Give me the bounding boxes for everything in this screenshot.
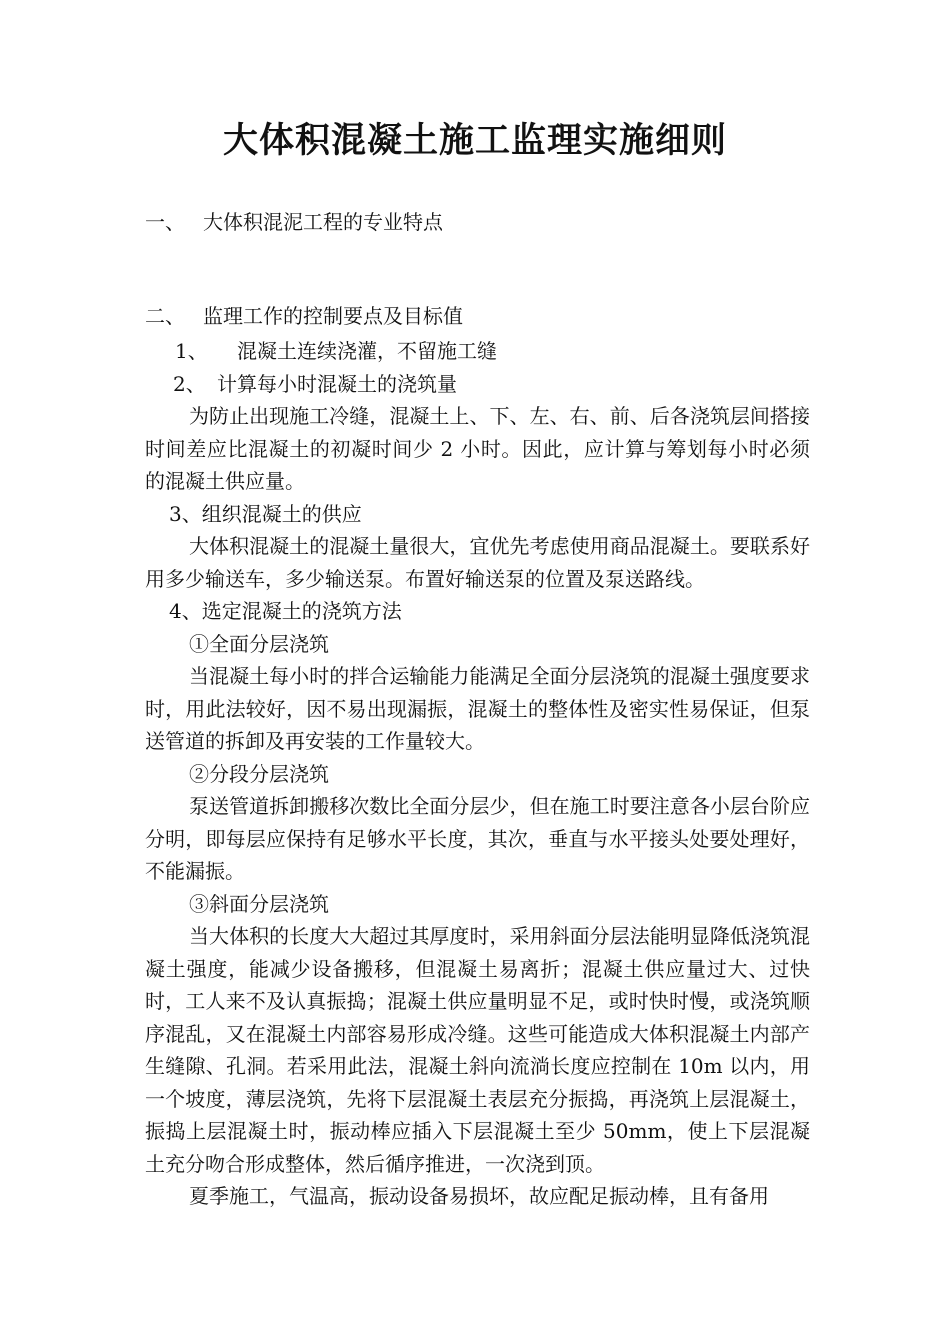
method-2-title: ②分段分层浇筑 xyxy=(189,761,329,786)
item-3: 3、组织混凝土的供应 xyxy=(169,501,362,526)
section-number: 一、 xyxy=(145,210,185,234)
section-2-content xyxy=(145,335,810,1213)
document-title: 大体积混凝土施工监理实施细则 xyxy=(222,121,727,161)
section-title: 大体积混泥工程的专业特点 xyxy=(203,210,443,234)
item-text: 混凝土连续浇灌，不留施工缝 xyxy=(237,339,497,363)
item-4: 4、选定混凝土的浇筑方法 xyxy=(169,599,402,623)
paragraph: 当大体积的长度大大超过其厚度时，采用斜面分层法能明显降低浇筑混凝土强度，能减少设备搬移，但混凝土易离折；混凝土供应量过大、过快时，工人来不及认真振捣；混凝土供应量明显不足，或时快时慢，或浇筑顺序混乱，又在混凝土内部容易形成冷缝。这些可能造成大体积混凝土内部产生缝隙、孔洞。若采用此法，混凝土斜向流淌长度应控制在 10m 以内，用一个坡度，薄层浇筑，先将下层混凝土表层充分振捣，再浇筑上层混凝土，振捣上层混凝土时，振动棒应插入下层混凝土至少 50mm，使上下层混凝土充分吻合形成整体，然后循序推进，一次浇到顶。 xyxy=(145,924,810,1176)
section-heading-2 xyxy=(145,300,463,333)
paragraph: 夏季施工，气温高，振动设备易损坏，故应配足振动棒，且有备用 xyxy=(189,1184,769,1208)
method-3-title: ③斜面分层浇筑 xyxy=(189,891,329,916)
paragraph: 大体积混凝土的混凝土量很大，宜优先考虑使用商品混凝土。要联系好用多少输送车，多少输送泵。布置好输送泵的位置及泵送路线。 xyxy=(145,534,810,591)
item-number: 2、 xyxy=(173,371,206,396)
item-1 xyxy=(145,335,810,368)
method-1-title: ①全面分层浇筑 xyxy=(189,631,329,656)
item-text: 计算每小时混凝土的浇筑量 xyxy=(217,371,457,396)
paragraph: 泵送管道拆卸搬移次数比全面分层少，但在施工时要注意各小层台阶应分明，即每层应保持有足够水平长度，其次，垂直与水平接头处要处理好，不能漏振。 xyxy=(145,794,810,883)
item-number: 1、 xyxy=(175,339,208,363)
section-heading-1 xyxy=(145,206,443,239)
paragraph: 为防止出现施工冷缝，混凝土上、下、左、右、前、后各浇筑层间搭接时间差应比混凝土的初凝时间少 2 小时。因此，应计算与筹划每小时必须的混凝土供应量。 xyxy=(145,404,810,493)
item-2 xyxy=(145,368,810,401)
paragraph: 当混凝土每小时的拌合运输能力能满足全面分层浇筑的混凝土强度要求时，用此法较好，因不易出现漏振，混凝土的整体性及密实性易保证，但泵送管道的拆卸及再安装的工作量较大。 xyxy=(145,664,810,753)
section-title: 监理工作的控制要点及目标值 xyxy=(203,304,463,328)
section-number: 二、 xyxy=(145,304,185,328)
